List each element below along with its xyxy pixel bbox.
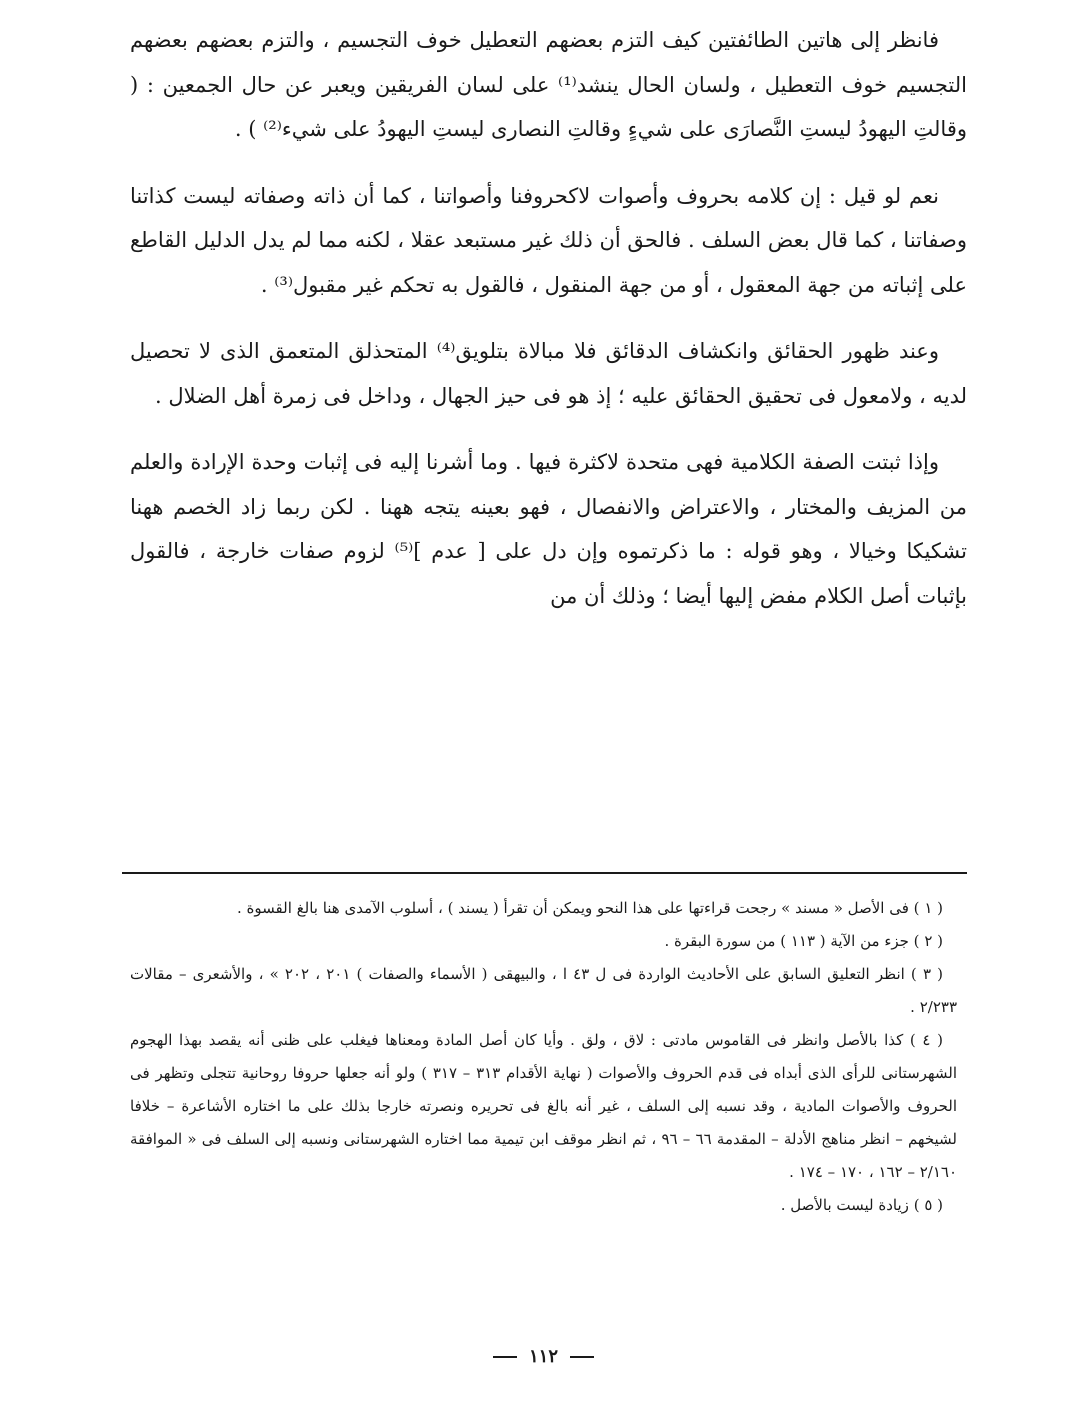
- footnote-4: ( ٤ ) كذا بالأصل وانظر فى القاموس مادتى : لاق ، ولق . وأيا كان أصل المادة ومعناها فيغلب على ظنى أنه يقصد بهذا الهجوم الشهرستانى للرأى الذى أبداه فى قدم الحروف والأصوات ( نهاية الأقدام ٣١٣ – ٣١٧ ) ولو أنه جعلها حروفا روحانية تتجلى وتظهر فى الحروف والأصوات المادية ، وقد نسبه إلى السلف ، غير أنه بالغ فى تحريره ونصرته خارجا بذلك على ما اختاره الأشاعرة – خلافا لشيخهم – انظر مناهج الأدلة – المقدمة ٦٦ – ٩٦ ، ثم انظر موقف ابن تيمية مما اختاره الشهرستانى ونسبه إلى السلف فى « الموافقة ٢/١٦٠ – ١٦٢ ، ١٧٠ – ١٧٤ .: [130, 1031, 957, 1181]
- footnote-1: ( ١ ) فى الأصل « مسند » رجحت قراءتها على هذا النحو ويمكن أن تقرأ ( يسند ) ، أسلوب الآمدى هنا بالغ القسوة .: [237, 899, 943, 917]
- main-text: [130, 18, 967, 618]
- footnote-5: ( ٥ ) زيادة ليست بالأصل .: [780, 1196, 943, 1214]
- page-number-block: [0, 1346, 1087, 1367]
- footnote-2: ( ٢ ) جزء من الآية ( ١١٣ ) من سورة البقرة .: [664, 932, 943, 950]
- paragraph-3: وعند ظهور الحقائق وانكشاف الدقائق فلا مبالاة بتلويق⁽⁴⁾ المتحذلق المتعمق الذى لا تحصيل لديه ، ولامعول فى تحقيق الحقائق عليه ؛ إذ هو فى حيز الجهال ، وداخل فى زمرة أهل الضلال .: [130, 339, 967, 408]
- paragraph-1: فانظر إلى هاتين الطائفتين كيف التزم بعضهم التعطيل خوف التجسيم ، والتزم بعضهم بعضهم التجسيم خوف التعطيل ، ولسان الحال ينشد⁽¹⁾ على لسان الفريقين ويعبر عن حال الجمعين : ( وقالتِ اليهودُ ليستِ النَّصارَى على شيءٍ وقالتِ النصارى ليستِ اليهودُ على شيء⁽²⁾ ) .: [130, 28, 967, 141]
- page-number-dash-right: [570, 1356, 594, 1358]
- footnotes: [130, 892, 957, 1222]
- page-number: ١١٢: [528, 1346, 558, 1367]
- footnote-separator: [122, 872, 967, 874]
- paragraph-4: وإذا ثبتت الصفة الكلامية فهى متحدة لاكثرة فيها . وما أشرنا إليه فى إثبات وحدة الإرادة والعلم من المزيف والمختار ، والاعتراض والانفصال ، فهو بعينه يتجه ههنا . لكن ربما زاد الخصم ههنا تشكيكا وخيالا ، وهو قوله : ما ذكرتموه وإن دل على [ عدم ]⁽⁵⁾ لزوم صفات خارجة ، فالقول بإثبات أصل الكلام مفض إليها أيضا ؛ وذلك أن من: [130, 450, 968, 608]
- page-number-dash-left: [493, 1356, 517, 1358]
- paragraph-2: نعم لو قيل : إن كلامه بحروف وأصوات لاكحروفنا وأصواتنا ، كما أن ذاته وصفاته ليست كذاتنا وصفاتنا ، كما قال بعض السلف . فالحق أن ذلك غير مستبعد عقلا ، لكنه مما لم يدل الدليل القاطع على إثباته من جهة المعقول ، أو من جهة المنقول ، فالقول به تحكم غير مقبول⁽³⁾ .: [130, 183, 967, 297]
- footnote-3: ( ٣ ) انظر التعليق السابق على الأحاديث الواردة فى ل ٤٣ ا ، والبيهقى ( الأسماء والصفات ) ٢٠١ ، ٢٠٢ » ، والأشعرى – مقالات ٢/٢٣٣ .: [130, 965, 957, 1016]
